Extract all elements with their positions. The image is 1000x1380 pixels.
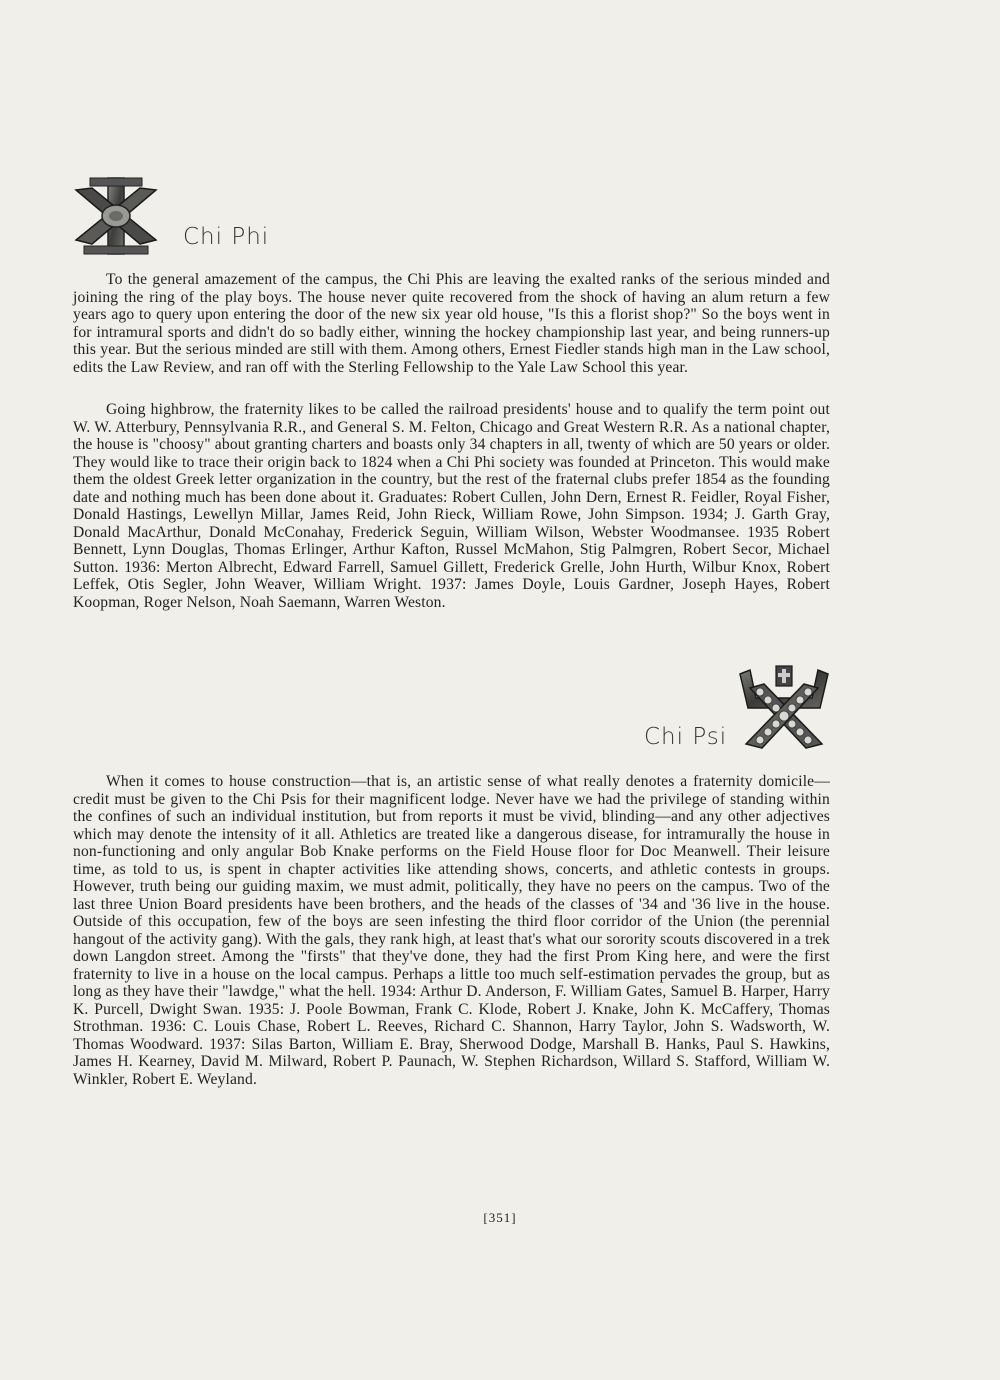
chi-psi-badge-icon [736, 664, 832, 750]
chi-psi-heading: Chi Psi [644, 724, 728, 750]
chi-phi-paragraph-1: To the general amazement of the campus, the Chi Phis are leaving the exalted ranks of the serious minded and joining the ring of the play boys. The house never quite recovered from the shock of having an alum return a few years ago to query upon entering the door of the new six year old house, "Is this a florist shop?" So the boys went in for intramural sports and didn't do so badly either, winning the hockey championship last year, and being runners-up this year. But the serious minded are still with them. Among others, Ernest Fiedler stands high man in the Law school, edits the Law Review, and ran off with the Sterling Fellowship to the Yale Law School this year. [73, 271, 830, 376]
chi-psi-paragraph-1: When it comes to house construction—that is, an artistic sense of what really denotes a fraternity domicile—credit must be given to the Chi Psis for their magnificent lodge. Never have we had the privilege of standing within the confines of such an individual institution, but from reports it must be vivid, blinding—and any other adjectives which may denote the intensity of it all. Athletics are treated like a dangerous disease, for intramurally the house in non-functioning and only angular Bob Knake performs on the Field House floor for Doc Meanwell. Their leisure time, as told to us, is spent in chapter activities like attending shows, concerts, and athletic contests in groups. However, truth being our guiding maxim, we must admit, politically, they have no peers on the campus. Two of the last three Union Board presidents have been brothers, and the heads of the classes of '34 and '36 live in the house. Outside of this occupation, few of the boys are seen infesting the third floor corridor of the Union (the perennial hangout of the activity gang). With the gals, they rank high, at least that's what our sorority scouts discovered in a trek down Langdon street. Among the "firsts" that they've done, they had the first Prom King here, and were the first fraternity to live in a house on the local campus. Perhaps a little too much self-estimation pervades the group, but as long as they have their "lawdge," what the hell. 1934: Arthur D. Anderson, F. William Gates, Samuel B. Harper, Harry K. Purcell, Dwight Swan. 1935: J. Poole Bowman, Frank C. Klode, Robert J. Knake, John K. McCaffery, Thomas Strothman. 1936: C. Louis Chase, Robert L. Reeves, Richard C. Shannon, Harry Taylor, John S. Wadsworth, W. Thomas Woodward. 1937: Silas Barton, William E. Bray, Sherwood Dodge, Marshall B. Hanks, Paul S. Hawkins, James H. Kearney, David M. Milward, Robert P. Paunach, W. Stephen Richardson, Willard S. Stafford, William W. Winkler, Robert E. Weyland. [73, 773, 830, 1088]
chi-phi-heading: Chi Phi [183, 224, 270, 250]
chi-phi-paragraph-2: Going highbrow, the fraternity likes to be called the railroad presidents' house and to qualify the term point out W. W. Atterbury, Pennsylvania R.R., and General S. M. Felton, Chicago and Great Western R.R. As a national chapter, the house is "choosy" about granting charters and boasts only 34 chapters in all, twenty of which are 50 years or older. They would like to trace their origin back to 1824 when a Chi Phi society was founded at Princeton. This would make them the oldest Greek letter organization in the country, but the rest of the fraternal clubs prefer 1854 as the founding date and nothing much has been done about it. Graduates: Robert Cullen, John Dern, Ernest R. Feidler, Royal Fisher, Donald Hastings, Lewellyn Millar, James Reid, John Rieck, William Rowe, John Simpson. 1934; J. Garth Gray, Donald MacArthur, Donald McConahay, Frederick Seguin, William Wilson, Webster Woodmansee. 1935 Robert Bennett, Lynn Douglas, Thomas Erlinger, Arthur Kafton, Russel McMahon, Stig Palmgren, Robert Secor, Michael Sutton. 1936: Merton Albrecht, Edward Farrell, Samuel Gillett, Frederick Grelle, John Hurth, Wilbur Knox, Robert Leffek, Otis Segler, John Weaver, William Wright. 1937: James Doyle, Louis Gardner, Joseph Hayes, Robert Koopman, Roger Nelson, Noah Saemann, Warren Weston. [73, 401, 830, 611]
page-number: [351] [483, 1210, 517, 1225]
chi-phi-badge-icon [72, 176, 160, 256]
